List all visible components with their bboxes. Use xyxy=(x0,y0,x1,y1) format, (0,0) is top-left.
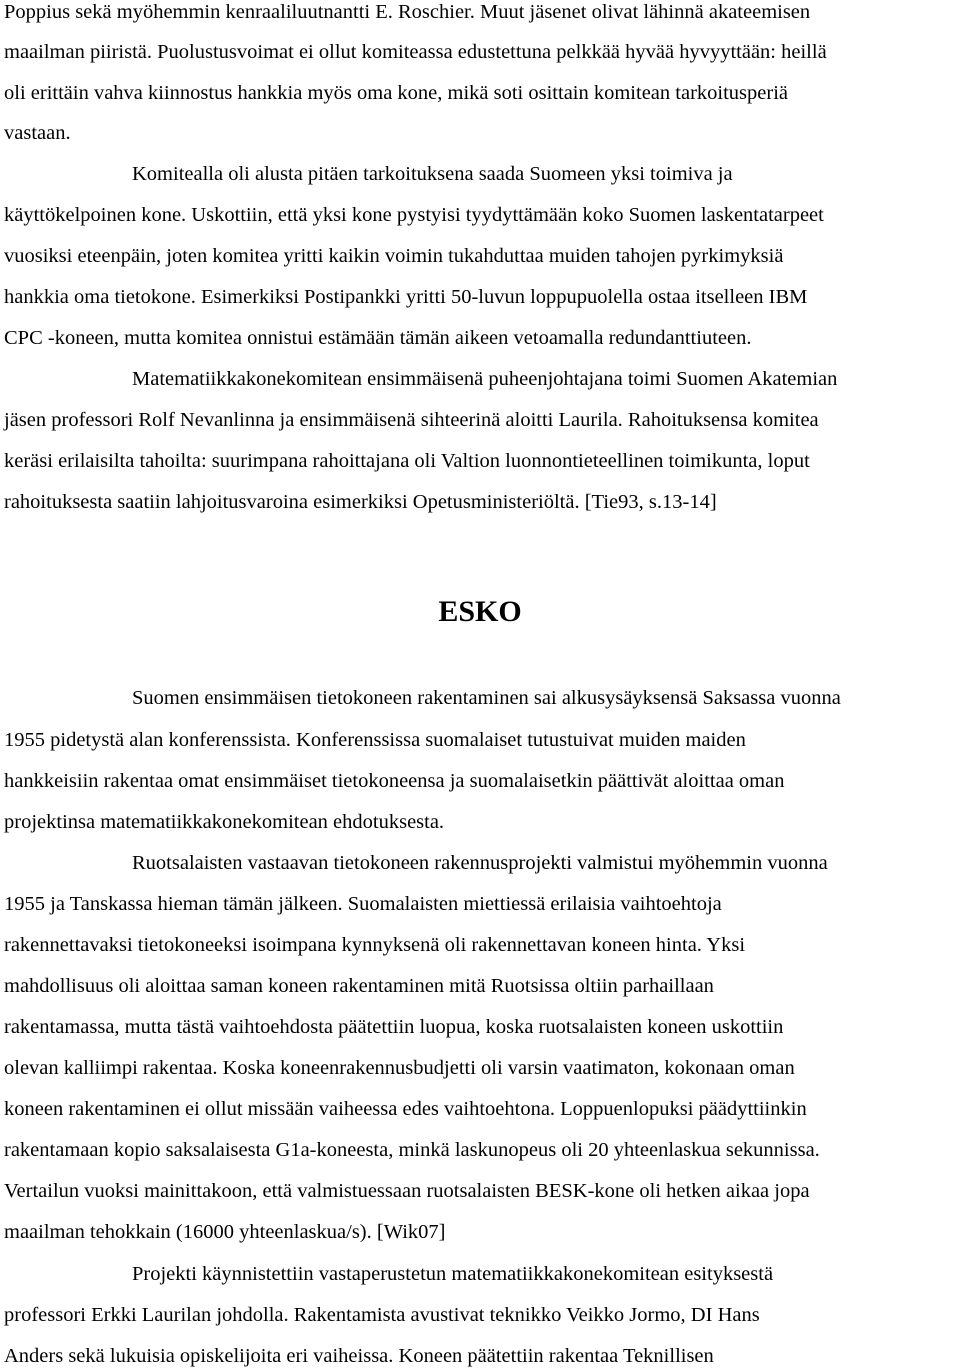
paragraph-4-line-2: 1955 pidetystä alan konferenssista. Konferenssissa suomalaiset tutustuivat muiden maiden xyxy=(4,729,746,751)
paragraph-2-line-2: käyttökelpoinen kone. Uskottiin, että yksi kone pystyisi tyydyttämään koko Suomen laskentatarpeet xyxy=(4,204,824,226)
paragraph-2-line-4: hankkia oma tietokone. Esimerkiksi Postipankki yritti 50-luvun loppupuolella ostaa itselleen IBM xyxy=(4,286,808,308)
paragraph-5-line-5: rakentamassa, mutta tästä vaihtoehdosta päätettiin luopua, koska ruotsalaisten koneen uskottiin xyxy=(4,1016,784,1038)
paragraph-5-line-8: rakentamaan kopio saksalaisesta G1a-koneesta, minkä laskunopeus oli 20 yhteenlaskua sekunnissa. xyxy=(4,1139,820,1161)
paragraph-6-line-1: Projekti käynnistettiin vastaperustetun matematiikkakonekomitean esityksestä xyxy=(132,1263,774,1285)
paragraph-4-line-1: Suomen ensimmäisen tietokoneen rakentaminen sai alkusysäyksensä Saksassa vuonna xyxy=(132,687,841,709)
paragraph-4-line-3: hankkeisiin rakentaa omat ensimmäiset tietokoneensa ja suomalaisetkin päättivät aloittaa oman xyxy=(4,770,785,792)
paragraph-5-line-2: 1955 ja Tanskassa hieman tämän jälkeen. Suomalaisten miettiessä erilaisia vaihtoehtoja xyxy=(4,893,722,915)
paragraph-3-line-4: rahoituksesta saatiin lahjoitusvaroina esimerkiksi Opetusministeriöltä. [Tie93, s.13-14] xyxy=(4,491,717,513)
paragraph-2-line-3: vuosiksi eteenpäin, joten komitea yritti kaikin voimin tukahduttaa muiden tahojen pyrkimyksiä xyxy=(4,245,784,267)
paragraph-3-line-3: keräsi erilaisilta tahoilta: suurimpana rahoittajana oli Valtion luonnontieteellinen toimikunta, loput xyxy=(4,450,810,472)
paragraph-2-line-5: CPC -koneen, mutta komitea onnistui estämään tämän aikeen vetoamalla redundanttiuteen. xyxy=(4,327,752,349)
paragraph-6-line-2: professori Erkki Laurilan johdolla. Rakentamista avustivat teknikko Veikko Jormo, DI Hans xyxy=(4,1304,760,1326)
paragraph-1-line-1: Poppius sekä myöhemmin kenraaliluutnantti E. Roschier. Muut jäsenet olivat lähinnä akateemisen xyxy=(4,1,811,23)
paragraph-5-line-10: maailman tehokkain (16000 yhteenlaskua/s). [Wik07] xyxy=(4,1221,446,1243)
paragraph-1-line-4: vastaan. xyxy=(4,122,71,144)
paragraph-5-line-6: olevan kalliimpi rakentaa. Koska koneenrakennusbudjetti oli varsin vaatimaton, kokonaan oman xyxy=(4,1057,795,1079)
paragraph-5-line-1: Ruotsalaisten vastaavan tietokoneen rakennusprojekti valmistui myöhemmin vuonna xyxy=(132,852,828,874)
paragraph-3-line-2: jäsen professori Rolf Nevanlinna ja ensimmäisenä sihteerinä aloitti Laurila. Rahoituksensa komitea xyxy=(4,409,819,431)
paragraph-3-line-1: Matematiikkakonekomitean ensimmäisenä puheenjohtajana toimi Suomen Akatemian xyxy=(132,368,838,390)
paragraph-5-line-4: mahdollisuus oli aloittaa saman koneen rakentaminen mitä Ruotsissa oltiin parhaillaan xyxy=(4,975,714,997)
paragraph-5-line-7: koneen rakentaminen ei ollut missään vaiheessa edes vaihtoehtona. Loppuenlopuksi päädyttiinkin xyxy=(4,1098,807,1120)
paragraph-6-line-3: Anders sekä lukuisia opiskelijoita eri vaiheissa. Koneen päätettiin rakentaa Teknillisen xyxy=(4,1345,714,1367)
paragraph-5-line-9: Vertailun vuoksi mainittakoon, että valmistuessaan ruotsalaisten BESK-kone oli hetken aikaa jopa xyxy=(4,1180,810,1202)
paragraph-4-line-4: projektinsa matematiikkakonekomitean ehdotuksesta. xyxy=(4,811,445,833)
paragraph-2-line-1: Komitealla oli alusta pitäen tarkoituksena saada Suomeen yksi toimiva ja xyxy=(132,163,733,185)
paragraph-5-line-3: rakennettavaksi tietokoneeksi isoimpana kynnyksenä oli rakennettavan koneen hinta. Yksi xyxy=(4,934,746,956)
section-heading: ESKO xyxy=(438,595,522,628)
paragraph-1-line-3: oli erittäin vahva kiinnostus hankkia myös oma kone, mikä soti osittain komitean tarkoitusperiä xyxy=(4,82,788,104)
paragraph-1-line-2: maailman piiristä. Puolustusvoimat ei ollut komiteassa edustettuna pelkkää hyvää hyvyyttään: heillä xyxy=(4,41,827,63)
